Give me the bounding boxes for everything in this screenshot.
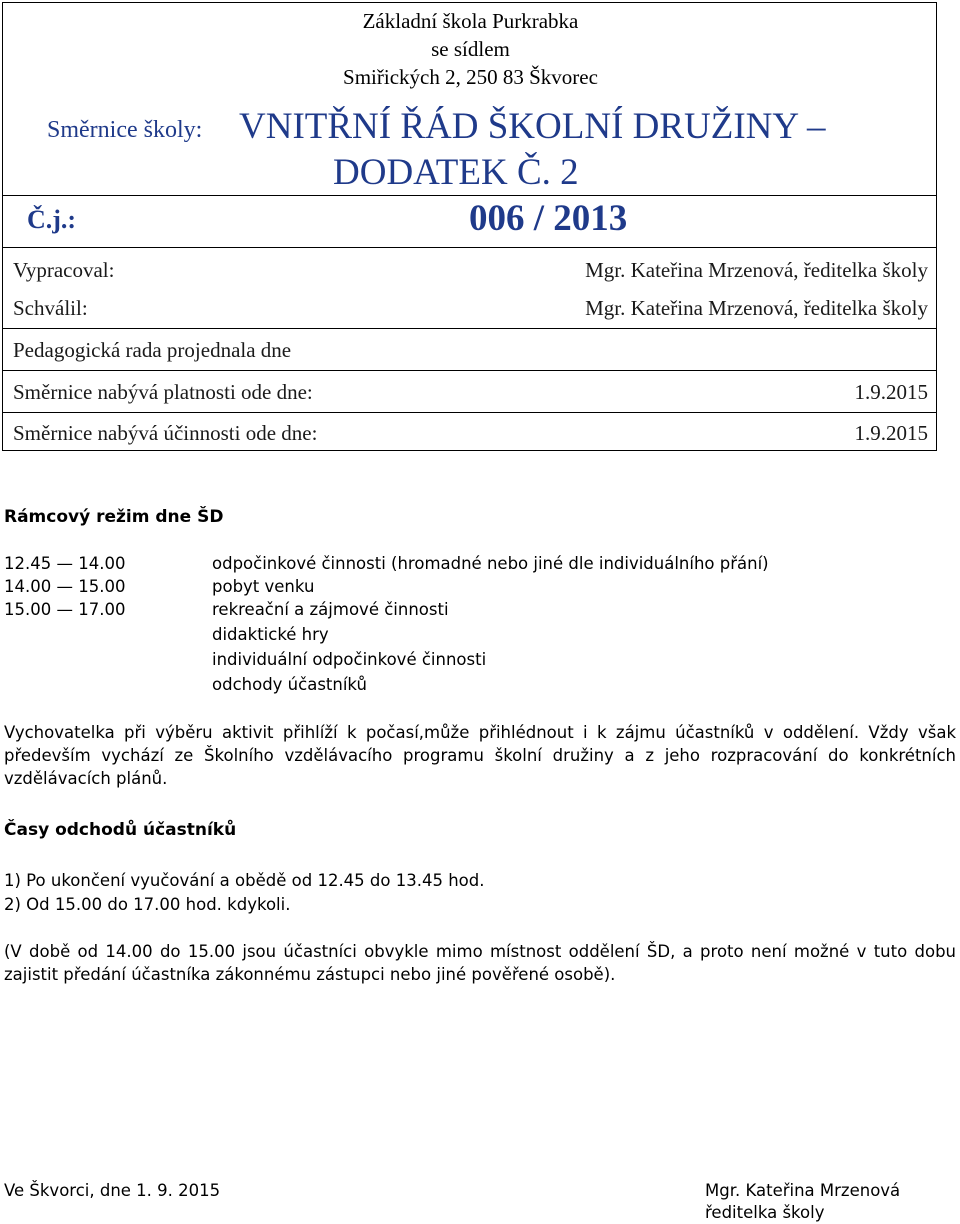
schedule-activity: didaktické hry [212,625,329,644]
schedule-heading: Rámcový režim dne ŠD [4,507,224,527]
prepared-by-label: Vypracoval: [13,258,115,282]
approved-by-label: Schválil: [13,296,88,320]
schedule-time: 12.45 — 14.00 [4,554,126,573]
departures-note: (V době od 14.00 do 15.00 jsou účastníci obvykle mimo místnost oddělení ŠD, a proto není možné v tuto dobu zajistit předání účastníka zákonnému zástupci nebo jiné pověřené osobě). [4,942,956,984]
schedule-note: Vychovatelka při výběru aktivit přihlíží k počasí,může přihlédnout i k zájmu účastníků v oddělení. Vždy však především vychází ze Školního vzdělávacího programu školní družiny a z jeho rozpracování do konkrétních vzdělávacích plánů. [4,723,956,788]
cj-value: 006 / 2013 [469,198,628,239]
approved-by-value: Mgr. Kateřina Mrzenová, ředitelka školy [585,296,928,320]
header-divider [3,370,936,371]
directive-title-line2: DODATEK Č. 2 [333,152,579,193]
school-name: Základní škola Purkrabka [362,9,579,33]
validity-label: Směrnice nabývá platnosti ode dne: [13,380,313,404]
prepared-by-value: Mgr. Kateřina Mrzenová, ředitelka školy [585,258,928,282]
schedule-activity: odpočinkové činnosti (hromadné nebo jiné dle individuálního přání) [212,554,769,573]
place-date: Ve Škvorci, dne 1. 9. 2015 [4,1181,221,1200]
schedule-activity: rekreační a zájmové činnosti [212,600,449,619]
schedule-activity: individuální odpočinkové činnosti [212,650,487,669]
document-header-table [2,2,937,451]
directive-title-line1: VNITŘNÍ ŘÁD ŠKOLNÍ DRUŽINY – [239,106,826,147]
effectiveness-date: 1.9.2015 [854,421,928,445]
schedule-time: 15.00 — 17.00 [4,600,126,619]
signer-role: ředitelka školy [705,1203,825,1222]
validity-date: 1.9.2015 [854,380,928,404]
signer-name: Mgr. Kateřina Mrzenová [705,1181,901,1200]
schedule-activity: pobyt venku [212,577,315,596]
cj-label: Č.j.: [27,205,77,234]
school-address: Smiřických 2, 250 83 Škvorec [343,65,598,89]
departure-item: 1) Po ukončení vyučování a obědě od 12.45 do 13.45 hod. [4,871,485,890]
schedule-time: 14.00 — 15.00 [4,577,126,596]
header-divider [3,412,936,413]
departure-item: 2) Od 15.00 do 17.00 hod. kdykoli. [4,895,291,914]
effectiveness-label: Směrnice nabývá účinnosti ode dne: [13,421,318,445]
directive-label: Směrnice školy: [47,117,203,143]
school-seat: se sídlem [431,37,510,61]
departures-heading: Časy odchodů účastníků [4,820,237,840]
pedagogical-board-label: Pedagogická rada projednala dne [13,338,292,362]
schedule-activity: odchody účastníků [212,675,367,694]
header-divider [3,195,936,196]
header-divider [3,328,936,329]
header-divider [3,247,936,248]
